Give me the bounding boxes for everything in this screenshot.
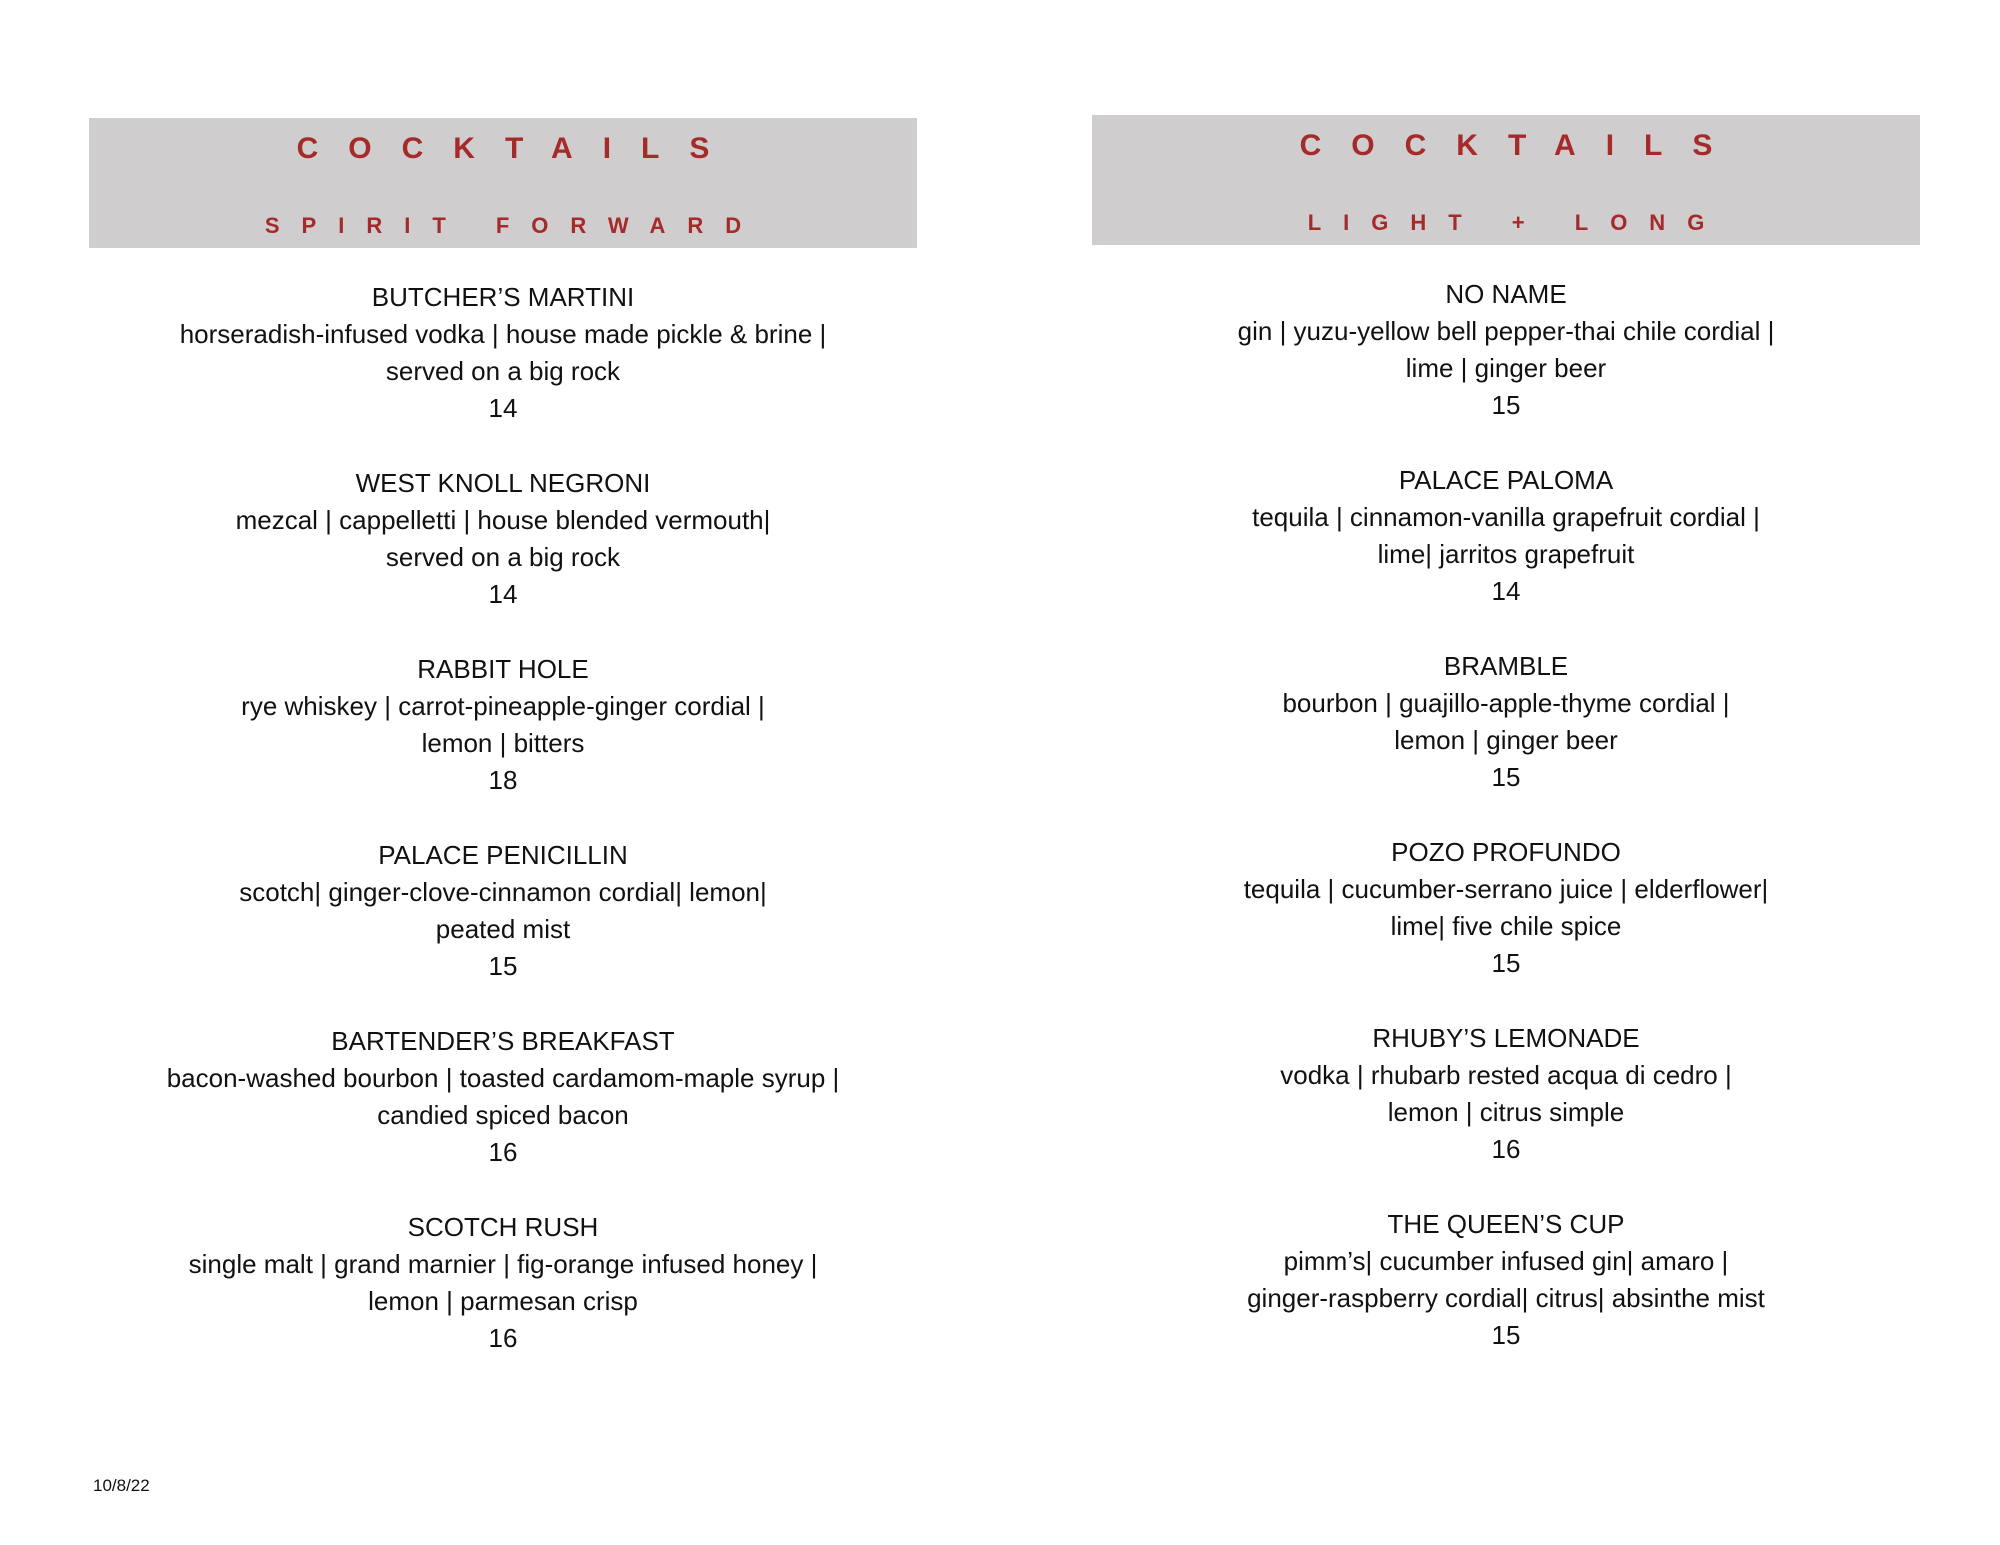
menu-item bbox=[89, 279, 917, 465]
item-description: gin | yuzu-yellow bell pepper-thai chile cordial | lime | ginger beer bbox=[1237, 316, 1775, 383]
item-price: 14 bbox=[1491, 576, 1521, 606]
light-long-column bbox=[1092, 115, 1920, 1392]
item-price: 15 bbox=[1491, 762, 1521, 792]
item-price: 16 bbox=[1491, 1134, 1521, 1164]
item-name: BUTCHER’S MARTINI bbox=[371, 282, 635, 312]
section-subtitle: SPIRIT FORWARD bbox=[264, 213, 764, 238]
item-description: scotch| ginger-clove-cinnamon cordial| lemon| peated mist bbox=[239, 877, 767, 944]
item-description: vodka | rhubarb rested acqua di cedro | lemon | citrus simple bbox=[1280, 1060, 1732, 1127]
menu-item bbox=[89, 465, 917, 651]
item-price: 16 bbox=[488, 1137, 518, 1167]
item-name: BARTENDER’S BREAKFAST bbox=[331, 1026, 675, 1056]
item-name: SCOTCH RUSH bbox=[407, 1212, 599, 1242]
item-description: tequila | cucumber-serrano juice | elderflower| lime| five chile spice bbox=[1243, 874, 1769, 941]
item-price: 14 bbox=[488, 579, 518, 609]
menu-item bbox=[89, 837, 917, 1023]
menu-item bbox=[1092, 276, 1920, 462]
menu-item bbox=[89, 1023, 917, 1209]
item-name: PALACE PALOMA bbox=[1398, 465, 1614, 495]
menu-item bbox=[1092, 648, 1920, 834]
item-name: PALACE PENICILLIN bbox=[378, 840, 628, 870]
menu-date: 10/8/22 bbox=[93, 1476, 150, 1495]
item-price: 15 bbox=[1491, 390, 1521, 420]
spirit-forward-column bbox=[89, 118, 917, 1395]
item-price: 14 bbox=[488, 393, 518, 423]
section-title: COCKTAILS bbox=[1299, 129, 1743, 162]
item-name: POZO PROFUNDO bbox=[1391, 837, 1621, 867]
menu-item bbox=[89, 1209, 917, 1395]
item-description: mezcal | cappelletti | house blended vermouth| served on a big rock bbox=[235, 505, 771, 572]
section-subtitle: LIGHT + LONG bbox=[1307, 210, 1727, 235]
item-description: bourbon | guajillo-apple-thyme cordial | lemon | ginger beer bbox=[1282, 688, 1730, 755]
item-price: 16 bbox=[488, 1323, 518, 1353]
item-description: tequila | cinnamon-vanilla grapefruit cordial | lime| jarritos grapefruit bbox=[1252, 502, 1760, 569]
section-title: COCKTAILS bbox=[296, 132, 740, 165]
item-price: 15 bbox=[488, 951, 518, 981]
menu-item bbox=[1092, 462, 1920, 648]
item-description: pimm’s| cucumber infused gin| amaro | ginger-raspberry cordial| citrus| absinthe mist bbox=[1247, 1246, 1765, 1313]
item-name: RHUBY’S LEMONADE bbox=[1372, 1023, 1640, 1053]
spirit-forward-list bbox=[89, 279, 917, 1395]
item-name: RABBIT HOLE bbox=[417, 654, 589, 684]
menu-item bbox=[1092, 1020, 1920, 1206]
item-description: bacon-washed bourbon | toasted cardamom-maple syrup | candied spiced bacon bbox=[166, 1063, 840, 1130]
menu-item bbox=[89, 651, 917, 837]
item-price: 18 bbox=[488, 765, 518, 795]
item-name: WEST KNOLL NEGRONI bbox=[355, 468, 651, 498]
light-long-header bbox=[1092, 115, 1920, 245]
item-description: single malt | grand marnier | fig-orange infused honey | lemon | parmesan crisp bbox=[188, 1249, 818, 1316]
item-description: horseradish-infused vodka | house made pickle & brine | served on a big rock bbox=[179, 319, 827, 386]
item-name: BRAMBLE bbox=[1443, 651, 1569, 681]
item-name: THE QUEEN’S CUP bbox=[1387, 1209, 1625, 1239]
item-description: rye whiskey | carrot-pineapple-ginger cordial | lemon | bitters bbox=[241, 691, 765, 758]
item-name: NO NAME bbox=[1445, 279, 1567, 309]
item-price: 15 bbox=[1491, 948, 1521, 978]
menu-item bbox=[1092, 1206, 1920, 1392]
menu-item bbox=[1092, 834, 1920, 1020]
item-price: 15 bbox=[1491, 1320, 1521, 1350]
spirit-forward-header bbox=[89, 118, 917, 248]
light-long-list bbox=[1092, 276, 1920, 1392]
